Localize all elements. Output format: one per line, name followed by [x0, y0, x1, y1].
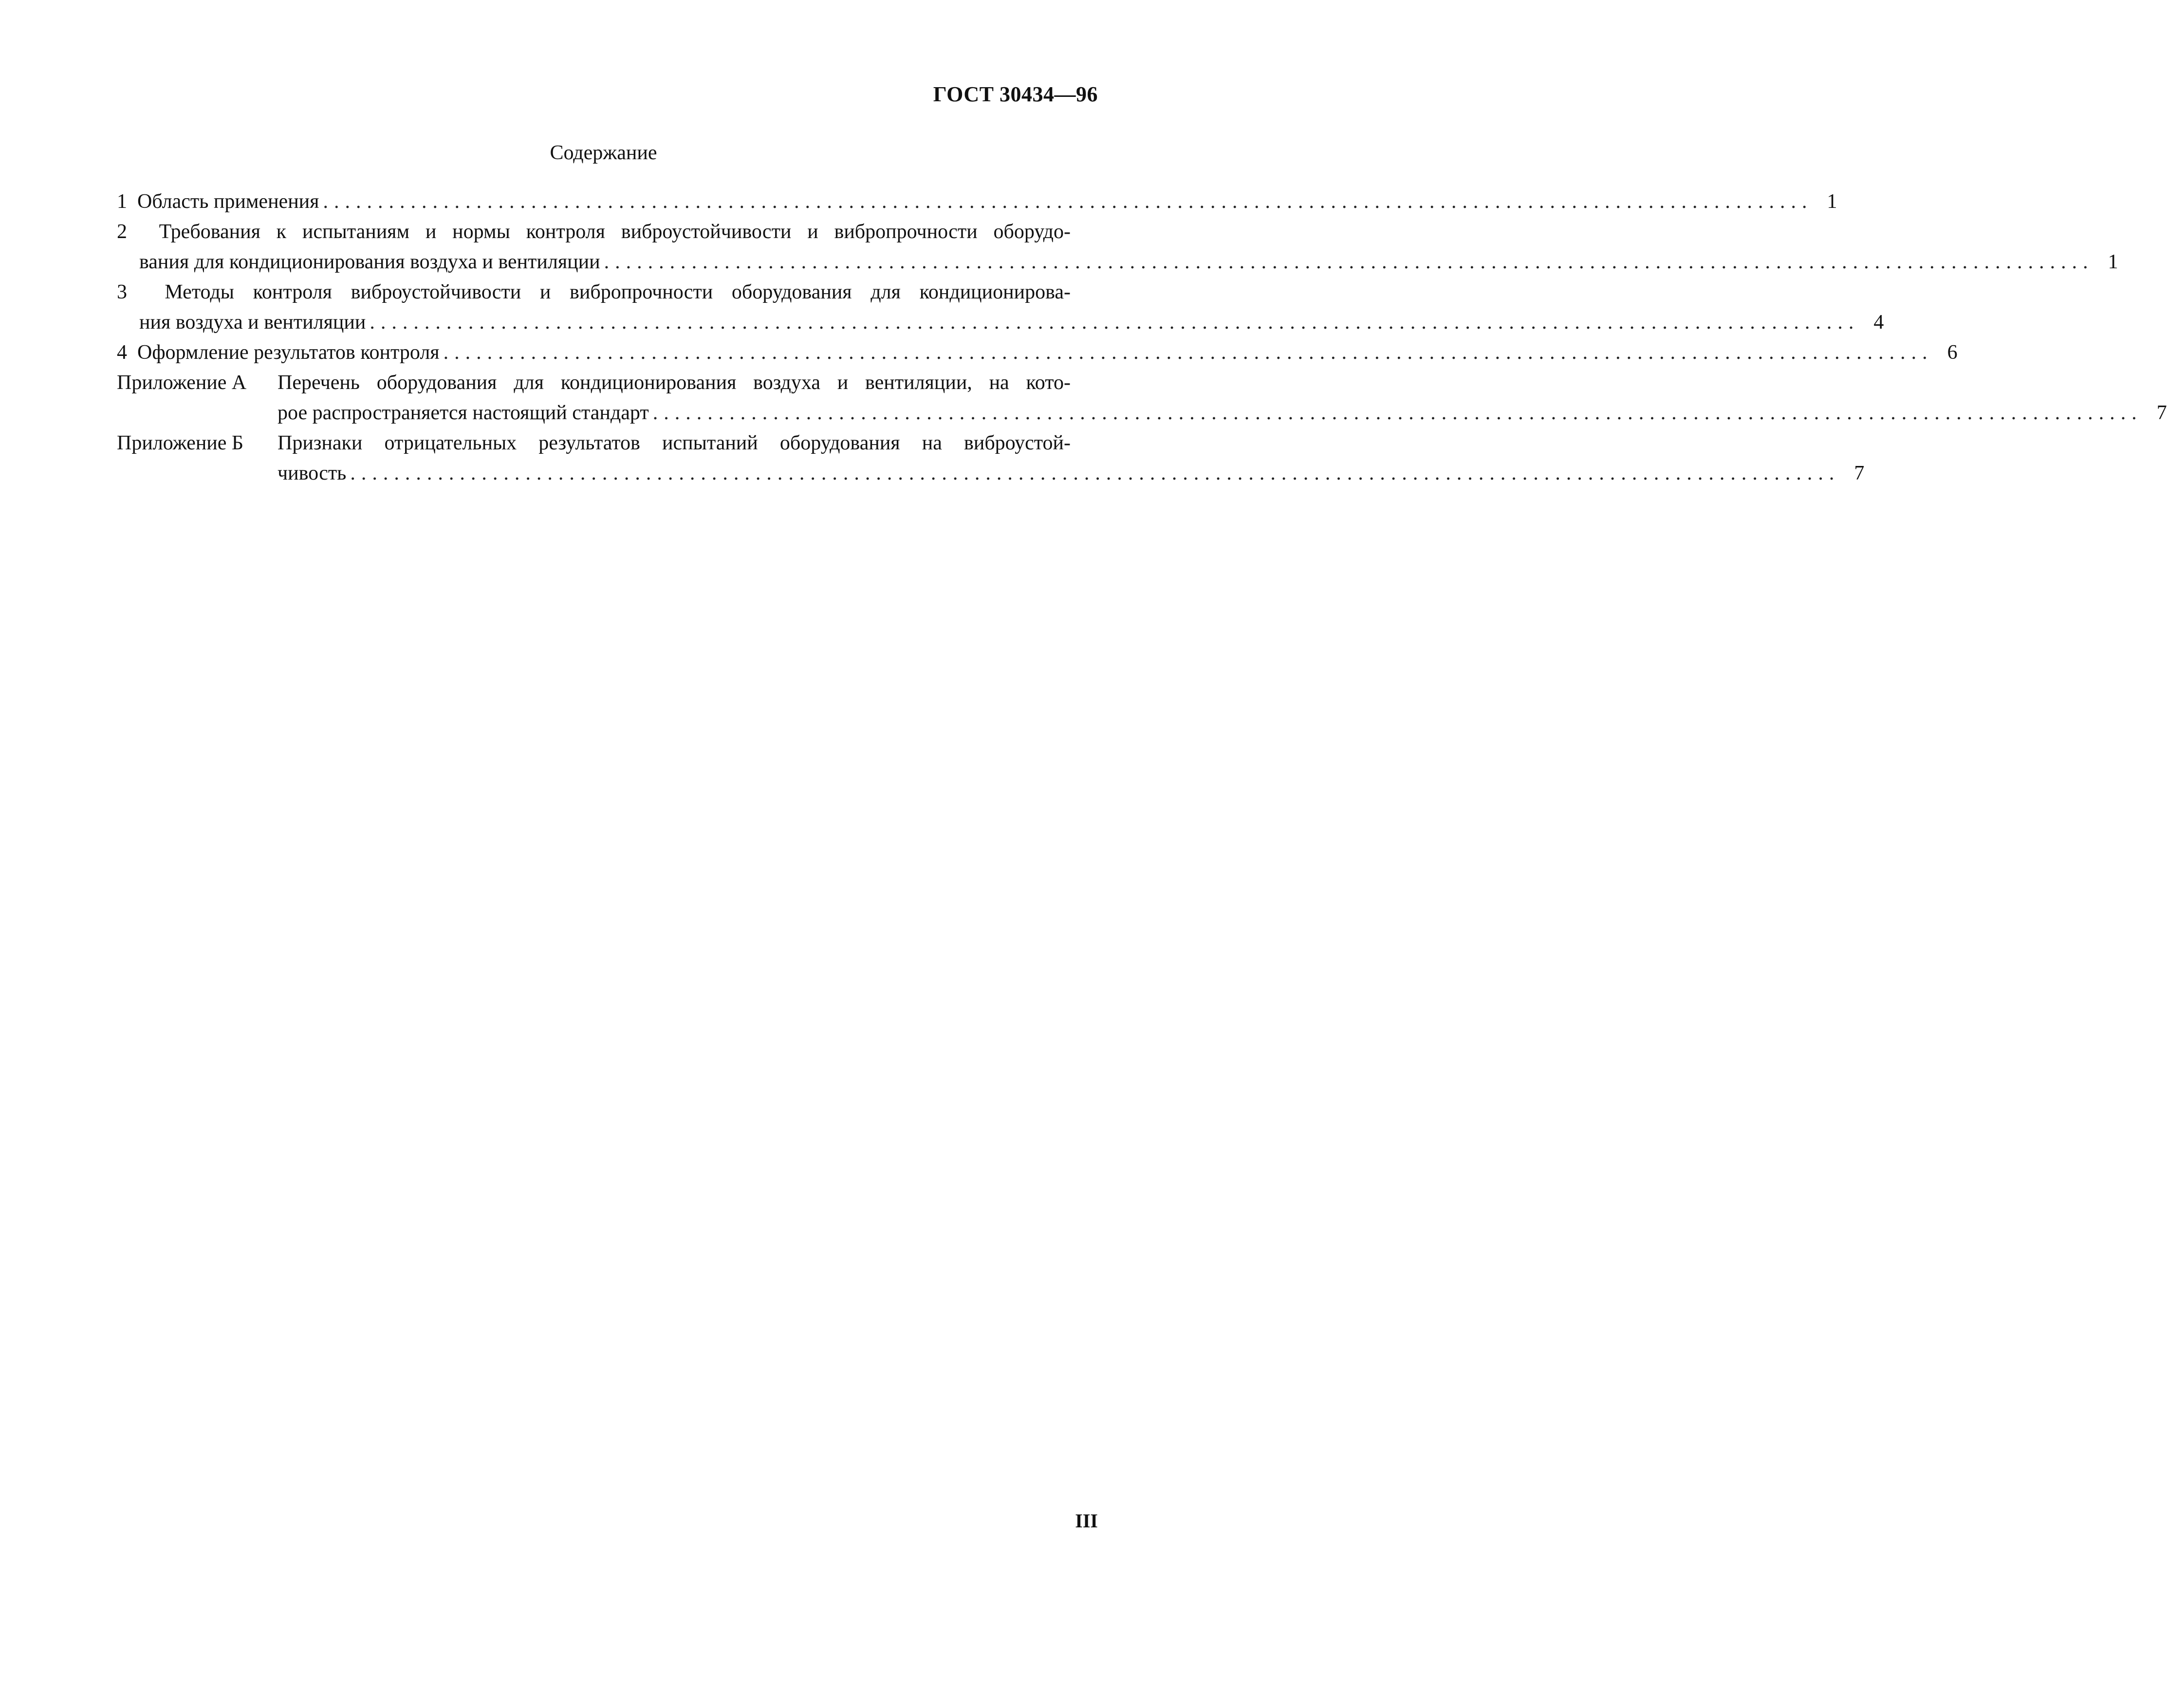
- appendix-text: Перечень оборудования для кондиционирования воздуха и вентиляции, на кото-: [278, 371, 1071, 394]
- toc-entry-2[interactable]: [117, 217, 2118, 277]
- toc-entry-text: Оформление результатов контроля: [137, 341, 440, 364]
- toc-entry-1[interactable]: [117, 186, 1837, 217]
- toc-page-number: 1: [2108, 251, 2118, 273]
- document-code: ГОСТ 30434—96: [933, 82, 1098, 106]
- toc-leader-dots: ........................................................................................................................................: [350, 462, 1840, 484]
- toc-leader-dots: ........................................................................................................................................: [604, 251, 2094, 273]
- toc-page-number: 7: [1854, 462, 1865, 484]
- table-of-contents: [117, 186, 2167, 488]
- toc-appendix-b[interactable]: [117, 428, 1865, 488]
- toc-entry-number: 3: [117, 281, 127, 303]
- toc-entry-number: 4: [117, 341, 127, 364]
- toc-entry-text: Методы контроля виброустойчивости и вибропрочности оборудования для кондиционирова-: [165, 281, 1071, 303]
- toc-page-number: 4: [1873, 311, 1884, 334]
- toc-entry-text: Требования к испытаниям и нормы контроля виброустойчивости и вибропрочности оборудо-: [159, 221, 1071, 243]
- appendix-text: Признаки отрицательных результатов испытаний оборудования на виброустой-: [278, 432, 1071, 454]
- appendix-text-continued: чивость: [278, 462, 347, 484]
- toc-entry-text-continued: вания для кондиционирования воздуха и вентиляции: [139, 251, 600, 273]
- toc-entry-number: 2: [117, 221, 127, 243]
- appendix-text-continued: рое распространяется настоящий стандарт: [278, 402, 649, 424]
- appendix-label: Приложение А: [117, 371, 247, 394]
- toc-leader-dots: ........................................................................................................................................: [323, 190, 1813, 213]
- toc-page-number: 7: [2156, 402, 2167, 424]
- toc-appendix-a[interactable]: [117, 368, 2167, 428]
- toc-entry-text: Область применения: [137, 190, 319, 213]
- toc-entry-text-continued: ния воздуха и вентиляции: [139, 311, 366, 334]
- appendix-label: Приложение Б: [117, 432, 244, 454]
- toc-title: Содержание: [550, 142, 657, 164]
- toc-leader-dots: ........................................................................................................................................: [370, 311, 1860, 334]
- page-number: III: [1075, 1510, 1098, 1532]
- toc-entry-number: 1: [117, 190, 127, 213]
- toc-page-number: 1: [1827, 190, 1837, 213]
- toc-leader-dots: ........................................................................................................................................: [443, 341, 1933, 364]
- toc-leader-dots: ........................................................................................................................................: [652, 402, 2143, 424]
- toc-entry-4[interactable]: [117, 337, 1958, 368]
- toc-page-number: 6: [1947, 341, 1958, 364]
- toc-entry-3[interactable]: [117, 277, 1884, 337]
